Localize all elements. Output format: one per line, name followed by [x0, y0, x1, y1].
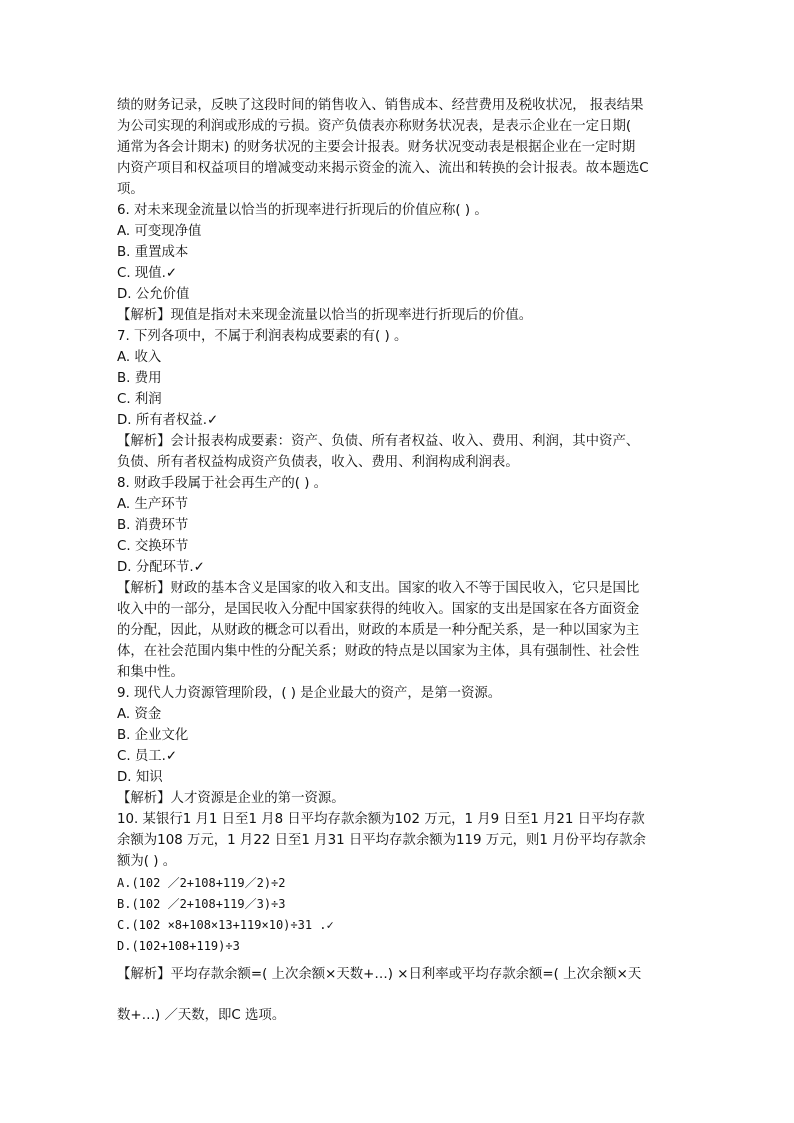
intro-line: 项。 — [117, 182, 144, 197]
q7-option-c: C. 利润 — [117, 392, 162, 407]
q7-option-d: D. 所有者权益.✓ — [117, 413, 219, 428]
intro-line: 绩的财务记录，反映了这段时间的销售收入、销售成本、经营费用及税收状况， 报表结果 — [117, 98, 644, 113]
question-10: 10. 某银行1 月1 日至1 月8 日平均存款余额为102 万元，1 月9 日至1 月21 日平均存款 — [117, 812, 645, 827]
q8-analysis: 和集中性。 — [117, 665, 184, 680]
question-10: 余额为108 万元，1 月22 日至1 月31 日平均存款余额为119 万元，则1 月份平均存款余 — [117, 833, 646, 848]
q7-analysis: 负债、所有者权益构成资产负债表，收入、费用、利润构成利润表。 — [117, 455, 519, 470]
q8-analysis: 【解析】财政的基本含义是国家的收入和支出。国家的收入不等于国民收入，它只是国比 — [117, 581, 640, 596]
q9-option-c: C. 员工.✓ — [117, 749, 178, 764]
q7-analysis: 【解析】会计报表构成要素：资产、负债、所有者权益、收入、费用、利润，其中资产、 — [117, 434, 640, 449]
question-8: 8. 财政手段属于社会再生产的( ) 。 — [117, 476, 328, 491]
question-10: 额为( ) 。 — [117, 854, 177, 869]
q10-option-b: B.(102 ／2+108+119／3)÷3 — [117, 897, 286, 911]
question-7: 7. 下列各项中，不属于利润表构成要素的有( ) 。 — [117, 329, 408, 344]
q6-option-a: A. 可变现净值 — [117, 224, 202, 239]
question-6: 6. 对未来现金流量以恰当的折现率进行折现后的价值应称( ) 。 — [117, 203, 488, 218]
q8-option-d: D. 分配环节.✓ — [117, 560, 205, 575]
q8-analysis: 体，在社会范围内集中性的分配关系；财政的特点是以国家为主体，具有强制性、社会性 — [117, 644, 640, 659]
q8-option-c: C. 交换环节 — [117, 539, 189, 554]
q10-analysis: 【解析】平均存款余额=( 上次余额×天数+…) ×日利率或平均存款余额=( 上次余额×天 — [117, 967, 642, 982]
q8-option-a: A. 生产环节 — [117, 497, 188, 512]
q7-option-a: A. 收入 — [117, 350, 162, 365]
intro-line: 通常为各会计期末) 的财务状况的主要会计报表。财务状况变动表是根据企业在一定时期 — [117, 140, 636, 155]
q6-analysis: 【解析】现值是指对未来现金流量以恰当的折现率进行折现后的价值。 — [117, 308, 533, 323]
q6-option-d: D. 公允价值 — [117, 287, 190, 302]
q10-option-d: D.(102+108+119)÷3 — [117, 939, 240, 953]
q8-option-b: B. 消费环节 — [117, 518, 189, 533]
intro-line: 内资产项目和权益项目的增减变动来揭示资金的流入、流出和转换的会计报表。故本题选C — [117, 161, 649, 176]
q9-analysis: 【解析】人才资源是企业的第一资源。 — [117, 791, 345, 806]
q10-option-c: C.(102 ×8+108×13+119×10)÷31 .✓ — [117, 918, 334, 932]
q8-analysis: 收入中的一部分，是国民收入分配中国家获得的纯收入。国家的支出是国家在各方面资金 — [117, 602, 640, 617]
intro-line: 为公司实现的利润或形成的亏损。资产负债表亦称财务状况表，是表示企业在一定日期( — [117, 119, 632, 134]
q7-option-b: B. 费用 — [117, 371, 162, 386]
q10-option-a: A.(102 ／2+108+119／2)÷2 — [117, 876, 286, 890]
q9-option-a: A. 资金 — [117, 707, 162, 722]
q10-analysis: 数+…) ／天数，即C 选项。 — [117, 1008, 286, 1023]
q6-option-b: B. 重置成本 — [117, 245, 189, 260]
q6-option-c: C. 现值.✓ — [117, 266, 178, 281]
q8-analysis: 的分配，因此，从财政的概念可以看出，财政的本质是一种分配关系，是一种以国家为主 — [117, 623, 640, 638]
question-9: 9. 现代人力资源管理阶段，( ) 是企业最大的资产，是第一资源。 — [117, 686, 502, 701]
q9-option-b: B. 企业文化 — [117, 728, 189, 743]
q9-option-d: D. 知识 — [117, 770, 163, 785]
